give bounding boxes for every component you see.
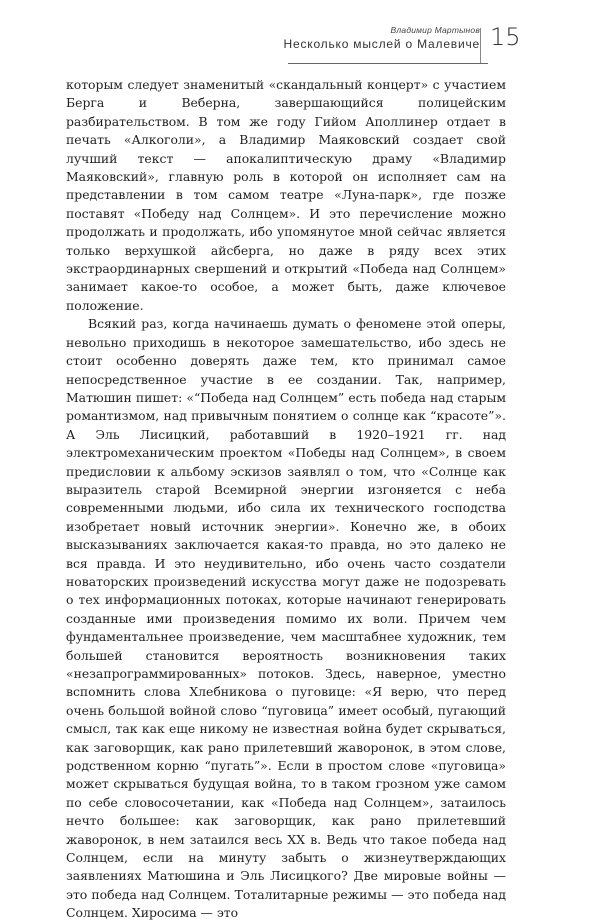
header-divider (288, 63, 488, 64)
paragraph-1: которым следует знаменитый «скандальный концерт» с участием Берга и Веберна, завершающийся полицейским разбирательством. В том же году Гийом Аполлинер отдает в печать «Алкоголи», а Владимир Маяковский создает свой лучший текст — апокалиптическую драму «Владимир Маяковский», главную роль в которой он исполняет сам на представлении в том самом театре «Луна-парк», где позже поставят «Победу над Солнцем». И это перечисление можно продолжать и продолжать, ибо упомянутое мной сейчас является только верхушкой айсберга, но даже в ряду всех этих экстраординарных свершений и открытий «Победа над Солнцем» занимает какое-то особое, а может быть, даже ключевое положение. (66, 77, 506, 313)
page-number: 15 (490, 23, 521, 51)
paragraph-2: Всякий раз, когда начинаешь думать о феномене этой оперы, невольно приходишь в некоторое замешательство, ибо здесь не стоит особенно доверять даже тем, кто принимал самое непосредственное участие в ее создании. Так, например, Матюшин пишет: «“Победа над Солнцем” есть победа над старым романтизмом, над привычным понятием о солнце как “красоте”». А Эль Лисицкий, работавший в 1920–1921 гг. над электромеханическим проектом «Победы над Солнцем», в своем предисловии к альбому эскизов заявлял о том, что «Солнце как выразитель старой Всемирной энергии изгоняется с неба современными людьми, ибо сила их технического господства изобретает новый источник энергии». Конечно же, в обоих высказываниях заключается какая-то правда, но это далеко не вся правда. И это неудивительно, ибо очень часто создатели новаторских произведений искусства могут даже не подозревать о тех информационных потоках, которые начинают генерировать созданные ими произведения помимо их воли. Причем чем фундаментальнее произведение, чем масштабнее художник, тем большей становится вероятность возникновения таких «незапрограммированных» потоков. Здесь, наверное, уместно вспомнить слова Хлебникова о пуговице: «Я верю, что перед очень большой войной слово “пуговица” имеет особый, пугающий смысл, так как еще никому не известная война будет скрываться, как заговорщик, как рано прилетевший жаворонок, в этом слове, родственном корню “пугать”». Если в простом слове «пуговица» может скрываться будущая война, то в таком грозном уже самом по себе словосочетании, как «Победа над Солнцем», затаилось нечто большее: как заговорщик, как рано прилетевший жаворонок, в нем затаился весь XX в. Ведь что такое победа над Солнцем, если на минуту забыть о жизнеутверждающих заявлениях Матюшина и Эль Лисицкого? Две мировые войны — это победа над Солнцем. Тоталитарные режимы — это победа над Солнцем. Хиросима — это (66, 316, 506, 921)
author-name: Владимир Мартынов (390, 25, 480, 35)
book-title: Несколько мыслей о Малевиче (283, 37, 480, 51)
header-divider-vertical (480, 28, 481, 63)
body-text (66, 76, 506, 923)
running-head (284, 24, 480, 52)
